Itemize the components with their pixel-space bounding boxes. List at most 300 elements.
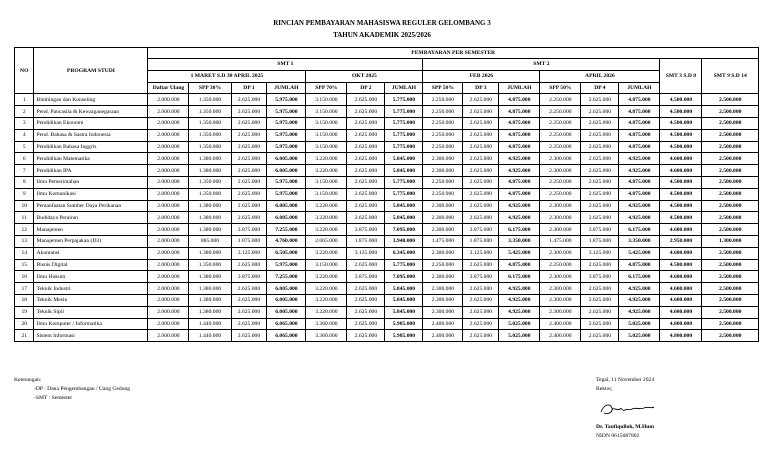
amount-cell: 2.300.000 — [423, 306, 463, 318]
amount-cell: 2.300.000 — [540, 247, 581, 259]
amount-cell: 2.500.000 — [702, 106, 759, 118]
amount-cell: 2.625.000 — [581, 141, 619, 153]
header-smt2: SMT 2 — [423, 59, 660, 71]
amount-cell: 2.625.000 — [231, 259, 267, 271]
column-header: DP 4 — [581, 82, 619, 94]
amount-cell: 3.150.000 — [306, 141, 347, 153]
column-header: JUMLAH — [499, 82, 540, 94]
amount-cell: 4.800.000 — [660, 318, 702, 330]
amount-cell: 2.300.000 — [423, 153, 463, 165]
amount-cell: 1.350.000 — [189, 259, 231, 271]
amount-cell: 4.600.000 — [660, 247, 702, 259]
row-number: 15 — [15, 259, 34, 271]
amount-cell: 2.500.000 — [702, 294, 759, 306]
amount-cell: 2.250.000 — [540, 94, 581, 106]
amount-cell: 4.925.000 — [499, 306, 540, 318]
header-smt1: SMT 1 — [148, 59, 423, 71]
amount-cell: 1.350.000 — [189, 188, 231, 200]
amount-cell: 1.875.000 — [231, 235, 267, 247]
table-row — [15, 94, 759, 106]
amount-cell: 2.625.000 — [347, 330, 385, 342]
amount-cell: 3.220.000 — [306, 200, 347, 212]
amount-cell: 2.625.000 — [463, 318, 499, 330]
amount-cell: 2.625.000 — [463, 306, 499, 318]
row-number: 10 — [15, 200, 34, 212]
amount-cell: 2.625.000 — [231, 294, 267, 306]
column-header: Daftar Ulang — [148, 82, 189, 94]
amount-cell: 2.300.000 — [540, 212, 581, 224]
amount-cell: 4.600.000 — [660, 165, 702, 177]
amount-cell: 2.250.000 — [540, 259, 581, 271]
row-number: 6 — [15, 153, 34, 165]
amount-cell: 2.000.000 — [148, 188, 189, 200]
program-name: Teknik Industri — [34, 283, 148, 295]
amount-cell: 2.625.000 — [581, 200, 619, 212]
amount-cell: 2.250.000 — [540, 129, 581, 141]
amount-cell: 4.600.000 — [660, 306, 702, 318]
amount-cell: 4.500.000 — [660, 117, 702, 129]
amount-cell: 2.500.000 — [702, 283, 759, 295]
program-name: Bimbingan dan Konseling — [34, 94, 148, 106]
amount-cell: 5.025.000 — [499, 330, 540, 342]
amount-cell: 3.360.000 — [306, 318, 347, 330]
amount-cell: 4.925.000 — [619, 294, 660, 306]
amount-cell: 4.875.000 — [619, 94, 660, 106]
amount-cell: 3.875.000 — [581, 224, 619, 236]
table-row — [15, 259, 759, 271]
amount-cell: 885.000 — [189, 235, 231, 247]
amount-cell: 3.350.000 — [619, 235, 660, 247]
amount-cell: 4.875.000 — [499, 106, 540, 118]
amount-cell: 2.625.000 — [347, 200, 385, 212]
header-no: NO — [15, 48, 34, 94]
table-row — [15, 153, 759, 165]
amount-cell: 5.775.000 — [385, 188, 423, 200]
amount-cell: 5.025.000 — [499, 318, 540, 330]
column-header: DP 1 — [231, 82, 267, 94]
amount-cell: 2.400.000 — [540, 318, 581, 330]
amount-cell: 5.985.000 — [385, 318, 423, 330]
amount-cell: 2.625.000 — [581, 318, 619, 330]
table-row — [15, 247, 759, 259]
amount-cell: 2.400.000 — [423, 318, 463, 330]
amount-cell: 2.625.000 — [231, 153, 267, 165]
amount-cell: 7.095.000 — [385, 224, 423, 236]
amount-cell: 3.875.000 — [581, 271, 619, 283]
amount-cell: 2.625.000 — [581, 306, 619, 318]
amount-cell: 2.300.000 — [540, 283, 581, 295]
program-name: Pemanfaatan Sumber Daya Perikanan — [34, 200, 148, 212]
program-name: Pend. Bahasa & Sastra Indonesia — [34, 129, 148, 141]
amount-cell: 4.875.000 — [499, 117, 540, 129]
amount-cell: 6.175.000 — [499, 224, 540, 236]
amount-cell: 2.625.000 — [231, 129, 267, 141]
amount-cell: 5.775.000 — [385, 176, 423, 188]
amount-cell: 1.350.000 — [189, 106, 231, 118]
amount-cell: 2.000.000 — [148, 212, 189, 224]
amount-cell: 3.125.000 — [347, 247, 385, 259]
amount-cell: 2.625.000 — [463, 200, 499, 212]
amount-cell: 2.625.000 — [463, 259, 499, 271]
amount-cell: 2.625.000 — [581, 259, 619, 271]
amount-cell: 3.220.000 — [306, 294, 347, 306]
amount-cell: 2.500.000 — [702, 247, 759, 259]
amount-cell: 2.625.000 — [231, 117, 267, 129]
row-number: 7 — [15, 165, 34, 177]
amount-cell: 3.360.000 — [306, 330, 347, 342]
amount-cell: 2.300.000 — [423, 212, 463, 224]
amount-cell: 6.005.000 — [267, 212, 306, 224]
amount-cell: 5.775.000 — [385, 106, 423, 118]
amount-cell: 2.500.000 — [702, 224, 759, 236]
table-row — [15, 141, 759, 153]
amount-cell: 2.500.000 — [702, 318, 759, 330]
amount-cell: 4.500.000 — [660, 94, 702, 106]
amount-cell: 2.625.000 — [581, 330, 619, 342]
payment-table — [14, 47, 759, 342]
amount-cell: 4.875.000 — [619, 141, 660, 153]
amount-cell: 3.125.000 — [231, 247, 267, 259]
amount-cell: 4.500.000 — [660, 212, 702, 224]
amount-cell: 2.500.000 — [702, 94, 759, 106]
amount-cell: 2.625.000 — [231, 188, 267, 200]
amount-cell: 4.600.000 — [660, 153, 702, 165]
signature-place-date: Tegal, 11 November 2024 — [596, 377, 655, 383]
amount-cell: 2.625.000 — [231, 306, 267, 318]
amount-cell: 3.940.000 — [385, 235, 423, 247]
amount-cell: 6.175.000 — [619, 224, 660, 236]
amount-cell: 5.975.000 — [267, 117, 306, 129]
amount-cell: 4.500.000 — [660, 129, 702, 141]
column-header: JUMLAH — [385, 82, 423, 94]
amount-cell: 4.925.000 — [499, 283, 540, 295]
amount-cell: 5.845.000 — [385, 283, 423, 295]
amount-cell: 6.175.000 — [619, 271, 660, 283]
amount-cell: 4.875.000 — [619, 117, 660, 129]
table-row — [15, 283, 759, 295]
program-name: Pendidikan IPA — [34, 165, 148, 177]
amount-cell: 4.875.000 — [499, 176, 540, 188]
amount-cell: 4.875.000 — [619, 259, 660, 271]
notes-heading: Keterangan: — [14, 377, 42, 383]
amount-cell: 5.775.000 — [385, 117, 423, 129]
program-name: Pend. Pancasila & Kewarganegaraan — [34, 106, 148, 118]
amount-cell: 2.625.000 — [347, 294, 385, 306]
amount-cell: 2.625.000 — [581, 165, 619, 177]
amount-cell: 5.975.000 — [267, 259, 306, 271]
amount-cell: 2.625.000 — [581, 94, 619, 106]
amount-cell: 2.000.000 — [148, 117, 189, 129]
amount-cell: 2.625.000 — [581, 294, 619, 306]
amount-cell: 1.350.000 — [189, 117, 231, 129]
amount-cell: 5.775.000 — [385, 259, 423, 271]
program-name: Teknik Sipil — [34, 306, 148, 318]
amount-cell: 2.000.000 — [148, 200, 189, 212]
amount-cell: 4.800.000 — [660, 330, 702, 342]
amount-cell: 4.500.000 — [660, 200, 702, 212]
amount-cell: 1.440.000 — [189, 330, 231, 342]
amount-cell: 4.600.000 — [660, 271, 702, 283]
column-header: SPP 70% — [306, 82, 347, 94]
amount-cell: 2.625.000 — [347, 129, 385, 141]
amount-cell: 2.500.000 — [702, 117, 759, 129]
amount-cell: 2.625.000 — [231, 283, 267, 295]
amount-cell: 2.250.000 — [423, 129, 463, 141]
amount-cell: 5.845.000 — [385, 153, 423, 165]
amount-cell: 2.250.000 — [540, 117, 581, 129]
table-row — [15, 318, 759, 330]
amount-cell: 4.500.000 — [660, 188, 702, 200]
amount-cell: 2.625.000 — [463, 188, 499, 200]
amount-cell: 6.065.000 — [267, 330, 306, 342]
amount-cell: 2.625.000 — [463, 94, 499, 106]
amount-cell: 2.625.000 — [463, 117, 499, 129]
program-name: Pendidikan Bahasa Inggris — [34, 141, 148, 153]
amount-cell: 5.975.000 — [267, 94, 306, 106]
amount-cell: 1.380.000 — [189, 247, 231, 259]
amount-cell: 7.255.000 — [267, 224, 306, 236]
amount-cell: 2.300.000 — [423, 247, 463, 259]
amount-cell: 2.625.000 — [347, 212, 385, 224]
amount-cell: 2.625.000 — [231, 176, 267, 188]
amount-cell: 2.250.000 — [540, 176, 581, 188]
amount-cell: 2.250.000 — [423, 176, 463, 188]
amount-cell: 4.875.000 — [499, 188, 540, 200]
amount-cell: 4.600.000 — [660, 283, 702, 295]
table-row — [15, 129, 759, 141]
amount-cell: 2.625.000 — [347, 141, 385, 153]
amount-cell: 5.985.000 — [385, 330, 423, 342]
amount-cell: 6.175.000 — [499, 271, 540, 283]
amount-cell: 3.150.000 — [306, 106, 347, 118]
amount-cell: 1.350.000 — [189, 94, 231, 106]
amount-cell: 1.380.000 — [189, 283, 231, 295]
amount-cell: 2.250.000 — [423, 259, 463, 271]
amount-cell: 6.005.000 — [267, 153, 306, 165]
amount-cell: 2.400.000 — [423, 330, 463, 342]
amount-cell: 4.925.000 — [619, 306, 660, 318]
row-number: 16 — [15, 271, 34, 283]
amount-cell: 2.625.000 — [231, 330, 267, 342]
amount-cell: 2.000.000 — [148, 318, 189, 330]
amount-cell: 1.380.000 — [189, 153, 231, 165]
amount-cell: 2.625.000 — [347, 318, 385, 330]
amount-cell: 1.380.000 — [189, 271, 231, 283]
amount-cell: 3.125.000 — [581, 247, 619, 259]
amount-cell: 5.975.000 — [267, 176, 306, 188]
amount-cell: 2.400.000 — [540, 330, 581, 342]
amount-cell: 2.625.000 — [581, 129, 619, 141]
amount-cell: 2.000.000 — [148, 129, 189, 141]
row-number: 3 — [15, 117, 34, 129]
amount-cell: 3.150.000 — [306, 259, 347, 271]
amount-cell: 2.500.000 — [702, 259, 759, 271]
amount-cell: 5.775.000 — [385, 141, 423, 153]
amount-cell: 4.875.000 — [619, 106, 660, 118]
handwritten-signature — [598, 400, 656, 418]
amount-cell: 6.005.000 — [267, 283, 306, 295]
amount-cell: 2.250.000 — [540, 141, 581, 153]
amount-cell: 3.875.000 — [463, 271, 499, 283]
amount-cell: 1.380.000 — [189, 306, 231, 318]
header-smt3-8: SMT 3 S.D 8 — [660, 59, 702, 94]
amount-cell: 2.000.000 — [148, 259, 189, 271]
amount-cell: 3.150.000 — [306, 117, 347, 129]
amount-cell: 4.875.000 — [619, 176, 660, 188]
row-number: 1 — [15, 94, 34, 106]
amount-cell: 2.000.000 — [148, 94, 189, 106]
amount-cell: 2.625.000 — [581, 176, 619, 188]
amount-cell: 6.005.000 — [267, 294, 306, 306]
amount-cell: 3.220.000 — [306, 165, 347, 177]
amount-cell: 2.625.000 — [231, 165, 267, 177]
program-name: Ilmu Hukum — [34, 271, 148, 283]
amount-cell: 2.500.000 — [702, 165, 759, 177]
program-name: Pendidikan Ekonomi — [34, 117, 148, 129]
amount-cell: 2.625.000 — [231, 106, 267, 118]
amount-cell: 2.625.000 — [463, 153, 499, 165]
amount-cell: 3.875.000 — [231, 224, 267, 236]
amount-cell: 2.625.000 — [463, 283, 499, 295]
amount-cell: 5.425.000 — [499, 247, 540, 259]
amount-cell: 2.300.000 — [423, 224, 463, 236]
header-period-1: 1 MARET S.D 30 APRIL 2025 — [148, 70, 306, 82]
row-number: 21 — [15, 330, 34, 342]
amount-cell: 2.625.000 — [463, 165, 499, 177]
note-smt: -SMT : Semester — [34, 395, 73, 401]
amount-cell: 2.625.000 — [463, 212, 499, 224]
amount-cell: 5.845.000 — [385, 200, 423, 212]
amount-cell: 6.065.000 — [267, 318, 306, 330]
amount-cell: 2.625.000 — [347, 165, 385, 177]
header-pembayaran: PEMBAYARAN PER SEMESTER — [148, 48, 759, 59]
amount-cell: 2.500.000 — [702, 129, 759, 141]
amount-cell: 4.875.000 — [499, 259, 540, 271]
amount-cell: 1.350.000 — [189, 176, 231, 188]
amount-cell: 2.625.000 — [581, 188, 619, 200]
program-name: Pendidikan Matematika — [34, 153, 148, 165]
table-row — [15, 117, 759, 129]
amount-cell: 4.925.000 — [619, 165, 660, 177]
amount-cell: 2.300.000 — [423, 200, 463, 212]
amount-cell: 7.095.000 — [385, 271, 423, 283]
amount-cell: 1.440.000 — [189, 318, 231, 330]
program-name: Manajemen Perpajakan (D3) — [34, 235, 148, 247]
signature-nidn: NIDN 0615087802 — [596, 433, 640, 439]
table-row — [15, 306, 759, 318]
amount-cell: 6.005.000 — [267, 165, 306, 177]
amount-cell: 2.625.000 — [463, 129, 499, 141]
program-name: Manajemen — [34, 224, 148, 236]
amount-cell: 2.300.000 — [540, 153, 581, 165]
amount-cell: 2.000.000 — [148, 283, 189, 295]
amount-cell: 3.875.000 — [231, 271, 267, 283]
amount-cell: 3.220.000 — [306, 306, 347, 318]
amount-cell: 2.500.000 — [702, 141, 759, 153]
amount-cell: 2.000.000 — [148, 176, 189, 188]
amount-cell: 3.150.000 — [306, 176, 347, 188]
amount-cell: 2.625.000 — [581, 212, 619, 224]
amount-cell: 4.925.000 — [499, 212, 540, 224]
amount-cell: 5.975.000 — [267, 141, 306, 153]
amount-cell: 1.350.000 — [189, 129, 231, 141]
program-name: Bisnis Digital — [34, 259, 148, 271]
amount-cell: 2.065.000 — [306, 235, 347, 247]
amount-cell: 2.300.000 — [540, 165, 581, 177]
program-name: Ilmu Pemerintahan — [34, 176, 148, 188]
amount-cell: 2.625.000 — [347, 188, 385, 200]
amount-cell: 4.875.000 — [499, 141, 540, 153]
amount-cell: 4.925.000 — [619, 200, 660, 212]
amount-cell: 3.150.000 — [306, 94, 347, 106]
column-header: DP 2 — [347, 82, 385, 94]
header-period-4: APRIL 2026 — [540, 70, 660, 82]
amount-cell: 2.300.000 — [540, 224, 581, 236]
row-number: 8 — [15, 176, 34, 188]
amount-cell: 2.625.000 — [463, 141, 499, 153]
header-program: PROGRAM STUDI — [34, 48, 148, 94]
table-row — [15, 235, 759, 247]
program-name: Teknik Mesin — [34, 294, 148, 306]
amount-cell: 2.250.000 — [423, 188, 463, 200]
amount-cell: 4.925.000 — [619, 283, 660, 295]
amount-cell: 7.255.000 — [267, 271, 306, 283]
table-row — [15, 271, 759, 283]
amount-cell: 2.000.000 — [148, 235, 189, 247]
amount-cell: 1.875.000 — [347, 235, 385, 247]
row-number: 13 — [15, 235, 34, 247]
table-row — [15, 294, 759, 306]
amount-cell: 5.975.000 — [267, 129, 306, 141]
amount-cell: 2.500.000 — [702, 200, 759, 212]
amount-cell: 2.625.000 — [463, 106, 499, 118]
column-header: DP 3 — [463, 82, 499, 94]
amount-cell: 2.000.000 — [148, 141, 189, 153]
table-row — [15, 165, 759, 177]
amount-cell: 2.250.000 — [540, 106, 581, 118]
amount-cell: 2.625.000 — [581, 153, 619, 165]
row-number: 18 — [15, 294, 34, 306]
amount-cell: 2.625.000 — [581, 106, 619, 118]
program-name: Budidaya Perairan — [34, 212, 148, 224]
amount-cell: 2.250.000 — [423, 117, 463, 129]
amount-cell: 4.500.000 — [660, 106, 702, 118]
amount-cell: 2.625.000 — [347, 306, 385, 318]
amount-cell: 1.380.000 — [189, 212, 231, 224]
amount-cell: 3.220.000 — [306, 224, 347, 236]
amount-cell: 6.345.000 — [385, 247, 423, 259]
row-number: 19 — [15, 306, 34, 318]
table-row — [15, 200, 759, 212]
row-number: 9 — [15, 188, 34, 200]
amount-cell: 2.500.000 — [702, 153, 759, 165]
amount-cell: 4.600.000 — [660, 294, 702, 306]
amount-cell: 4.925.000 — [499, 294, 540, 306]
amount-cell: 2.625.000 — [347, 106, 385, 118]
amount-cell: 1.875.000 — [581, 235, 619, 247]
amount-cell: 4.925.000 — [619, 153, 660, 165]
amount-cell: 1.475.000 — [423, 235, 463, 247]
amount-cell: 2.625.000 — [347, 117, 385, 129]
amount-cell: 2.625.000 — [231, 212, 267, 224]
header-smt9-14: SMT 9 S.D 14 — [702, 59, 759, 94]
amount-cell: 3.220.000 — [306, 212, 347, 224]
document-title: RINCIAN PEMBAYARAN MAHASISWA REGULER GELOMBANG 3 — [273, 19, 491, 27]
program-name: Akuntansi — [34, 247, 148, 259]
amount-cell: 2.625.000 — [347, 153, 385, 165]
amount-cell: 3.125.000 — [463, 247, 499, 259]
amount-cell: 2.300.000 — [423, 165, 463, 177]
